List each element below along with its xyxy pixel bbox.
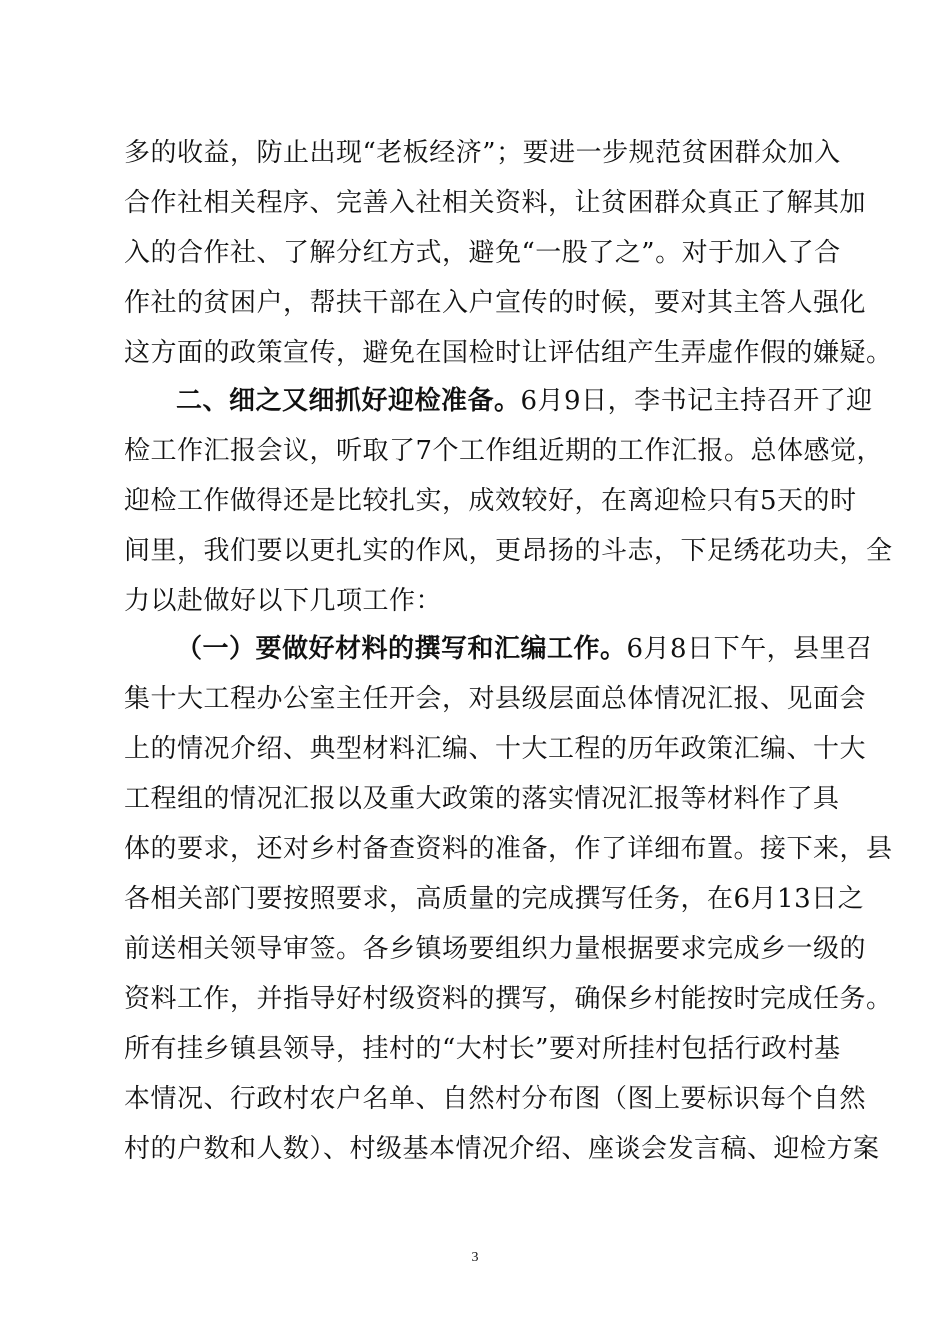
text-line: 迎检工作做得还是比较扎实，成效较好，在离迎检只有5天的时 bbox=[124, 486, 857, 516]
text-line: 工程组的情况汇报以及重大政策的落实情况汇报等材料作了具 bbox=[124, 784, 840, 814]
heading-line-text: 6月8日下午，县里召 bbox=[626, 634, 873, 664]
text-line: 检工作汇报会议，听取了7个工作组近期的工作汇报。总体感觉， bbox=[124, 436, 884, 466]
section-heading-line bbox=[176, 385, 873, 417]
text-line: 资料工作，并指导好村级资料的撰写，确保乡村能按时完成任务。 bbox=[124, 984, 893, 1014]
text-line: 集十大工程办公室主任开会，对县级层面总体情况汇报、见面会 bbox=[124, 684, 867, 714]
section-heading: 二、细之又细抓好迎检准备。 bbox=[176, 386, 521, 416]
text-line: 村的户数和人数）、村级基本情况介绍、座谈会发言稿、迎检方案 bbox=[124, 1134, 880, 1164]
subsection-heading-line bbox=[176, 633, 873, 665]
text-line: 合作社相关程序、完善入社相关资料，让贫困群众真正了解其加 bbox=[124, 188, 867, 218]
text-line: 各相关部门要按照要求，高质量的完成撰写任务，在6月13日之 bbox=[124, 884, 865, 914]
text-line: 作社的贫困户，帮扶干部在入户宣传的时候，要对其主答人强化 bbox=[124, 288, 867, 318]
text-line: 入的合作社、了解分红方式，避免“一股了之”。对于加入了合 bbox=[124, 238, 841, 268]
heading-line-text: 6月9日，李书记主持召开了迎 bbox=[520, 386, 873, 416]
text-line: 体的要求，还对乡村备查资料的准备，作了详细布置。接下来，县 bbox=[124, 834, 893, 864]
text-line: 间里，我们要以更扎实的作风，更昂扬的斗志，下足绣花功夫，全 bbox=[124, 536, 893, 566]
text-line: 多的收益，防止出现“老板经济”；要进一步规范贫困群众加入 bbox=[124, 138, 841, 168]
subsection-heading: （一）要做好材料的撰写和汇编工作。 bbox=[176, 634, 627, 664]
text-line: 这方面的政策宣传，避免在国检时让评估组产生弄虚作假的嫌疑。 bbox=[124, 338, 893, 368]
text-line: 本情况、行政村农户名单、自然村分布图（图上要标识每个自然 bbox=[124, 1084, 867, 1114]
text-line: 上的情况介绍、典型材料汇编、十大工程的历年政策汇编、十大 bbox=[124, 734, 867, 764]
text-line: 前送相关领导审签。各乡镇场要组织力量根据要求完成乡一级的 bbox=[124, 934, 867, 964]
page-number: 3 bbox=[471, 1250, 479, 1265]
text-line: 力以赴做好以下几项工作： bbox=[124, 586, 443, 616]
text-line: 所有挂乡镇县领导，挂村的“大村长”要对所挂村包括行政村基 bbox=[124, 1034, 841, 1064]
